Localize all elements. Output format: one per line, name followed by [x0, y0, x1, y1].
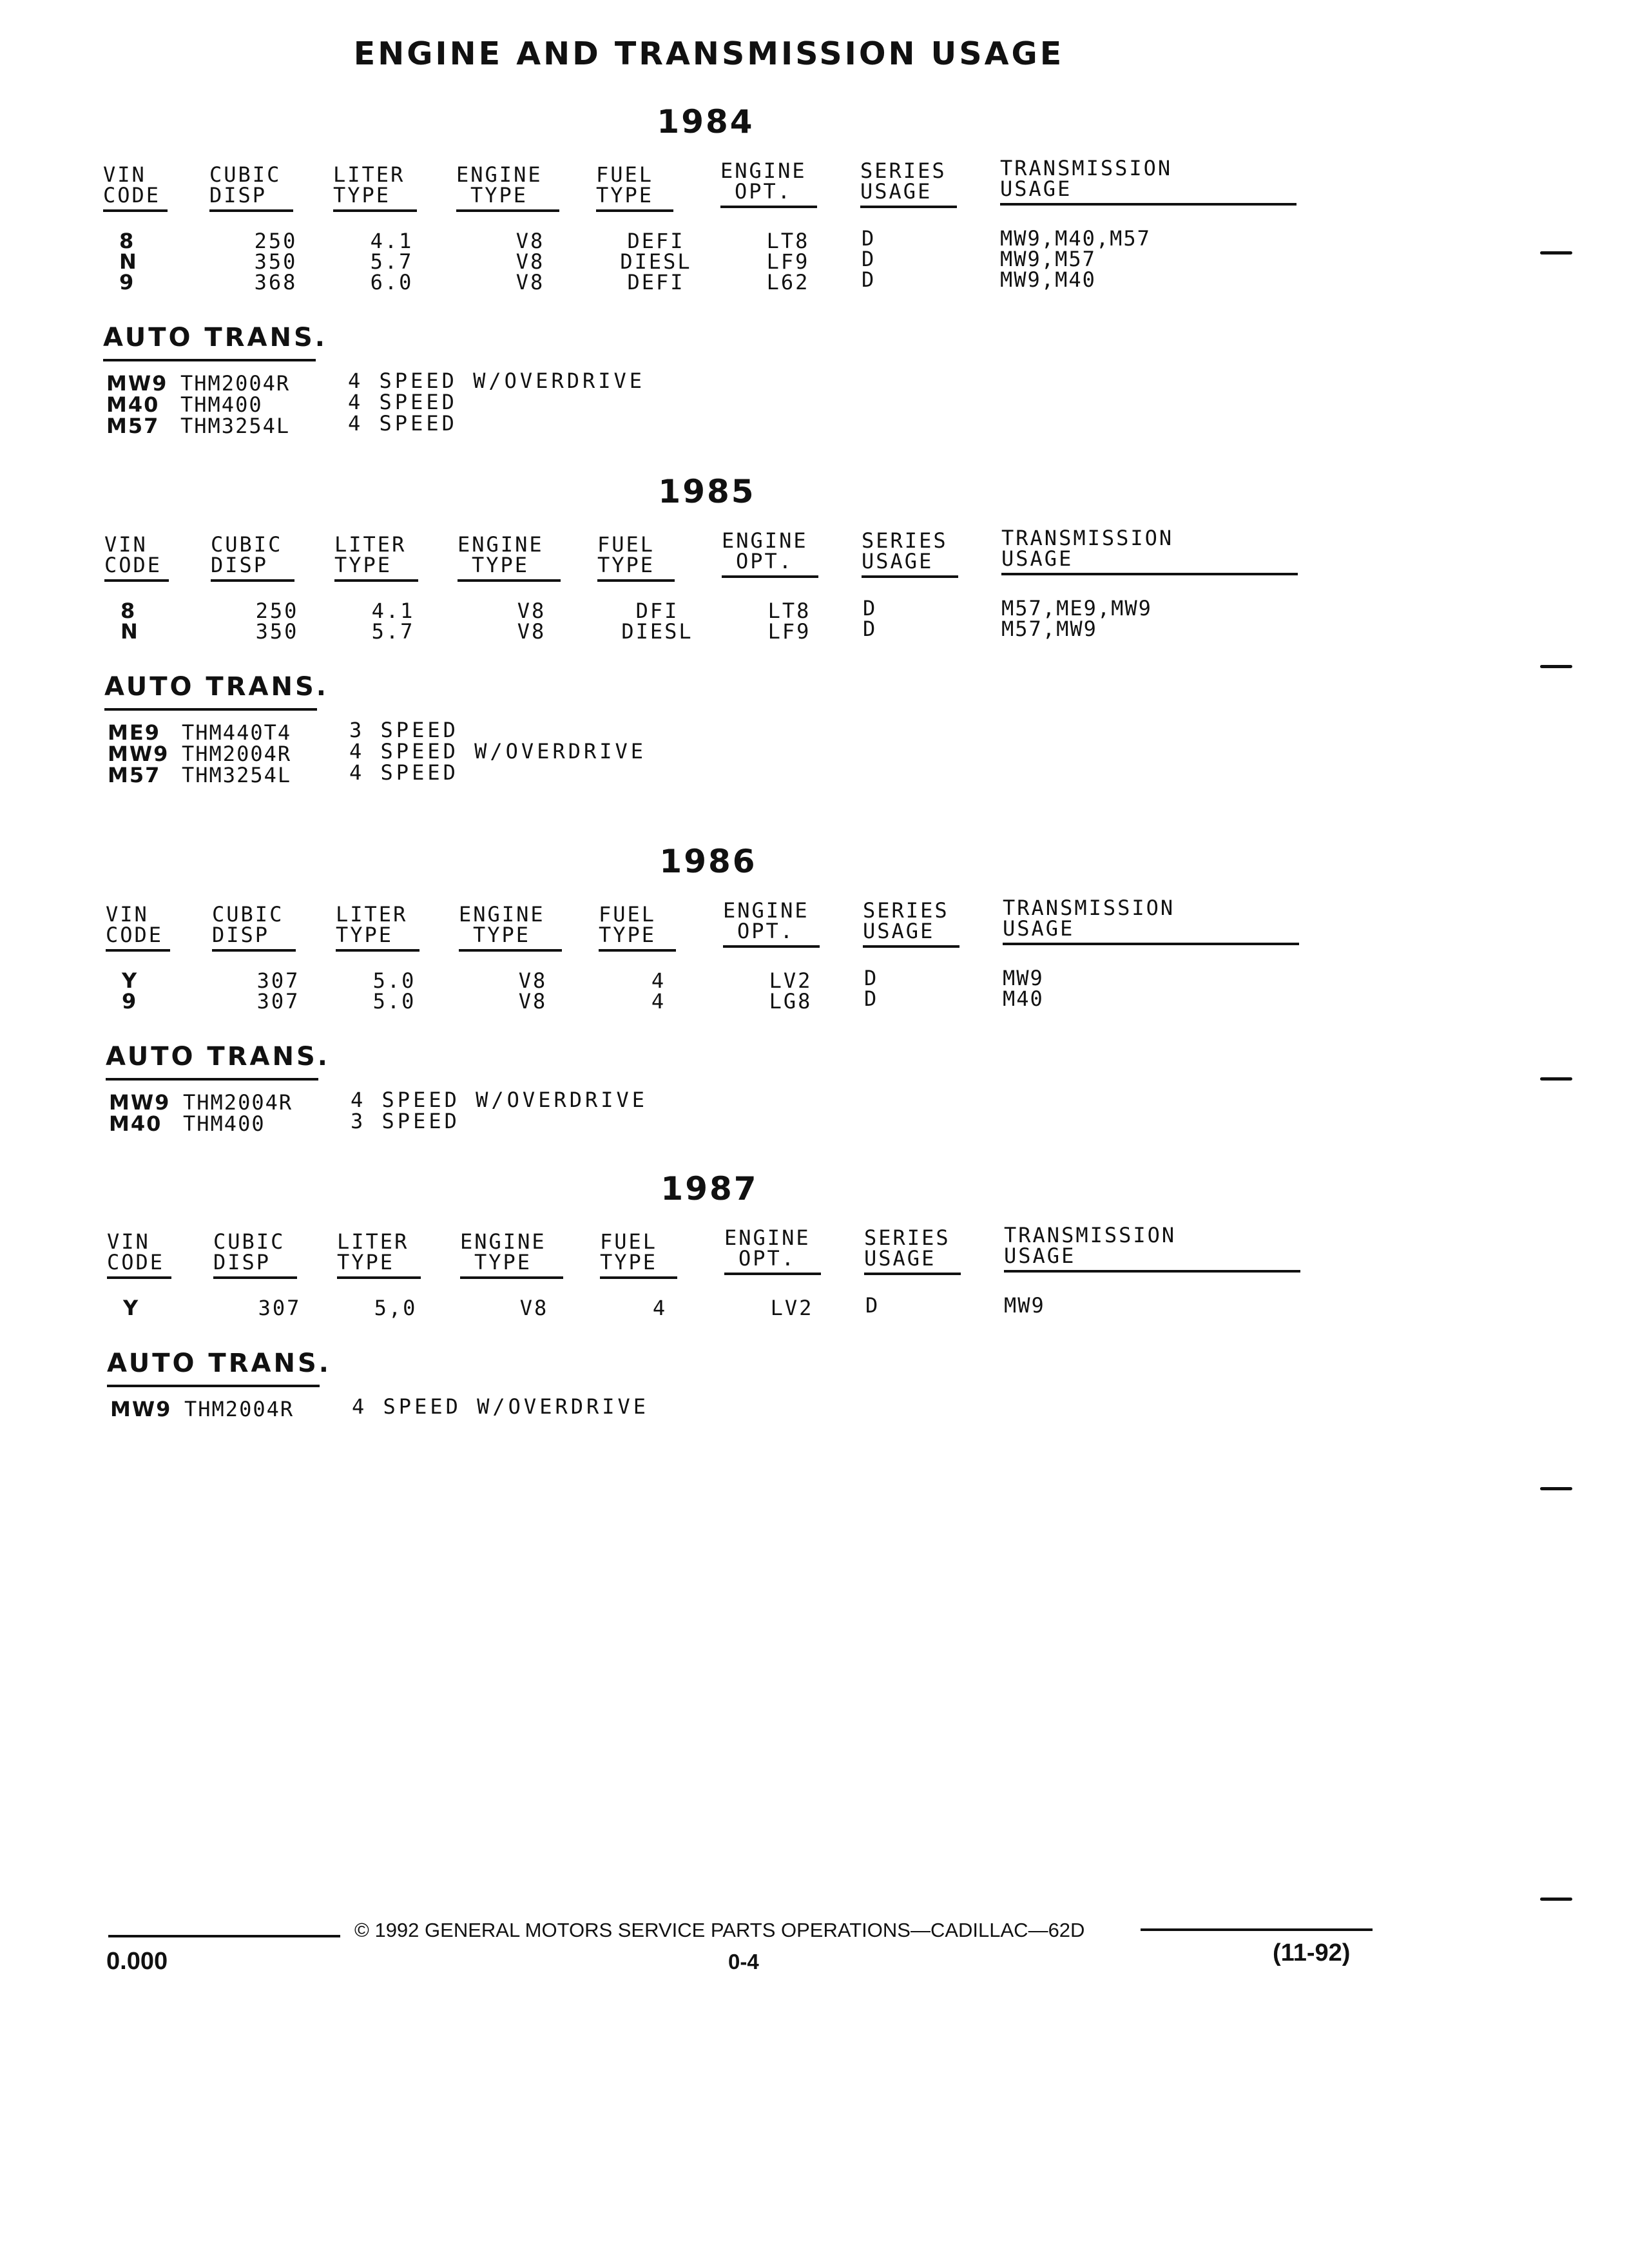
- auto-trans-underline: [107, 1385, 320, 1387]
- margin-mark: [1540, 1077, 1572, 1081]
- table-cell: D: [864, 966, 879, 990]
- column-header: [459, 904, 545, 945]
- table-cell: V8: [517, 619, 546, 644]
- column-header: [106, 904, 163, 945]
- table-cell: V8: [516, 229, 545, 253]
- column-header: [1000, 158, 1172, 199]
- column-header-underline: [723, 945, 820, 948]
- column-header-underline: [720, 206, 817, 208]
- table-cell: 5.0: [372, 968, 416, 993]
- auto-trans-description: 4 SPEED: [348, 390, 458, 414]
- column-header-underline: [104, 579, 169, 582]
- table-cell: 4: [651, 989, 666, 1014]
- column-header: [209, 164, 281, 206]
- section-year-heading: 1984: [657, 103, 755, 140]
- auto-trans-model: THM400: [183, 1111, 265, 1136]
- column-header-top: FUEL: [597, 532, 655, 557]
- table-cell: 307: [258, 1296, 302, 1320]
- column-header-bottom: CODE: [104, 553, 162, 577]
- column-header-bottom: USAGE: [860, 179, 932, 204]
- auto-trans-heading: AUTO TRANS.: [107, 1349, 331, 1378]
- table-cell: M57,MW9: [1001, 617, 1097, 641]
- column-header: [458, 534, 544, 575]
- column-header-bottom: OPT.: [738, 1246, 796, 1271]
- column-header-top: SERIES: [862, 528, 948, 553]
- auto-trans-model: THM3254L: [180, 414, 291, 438]
- column-header-underline: [458, 579, 561, 582]
- section-year-heading: 1987: [660, 1170, 758, 1207]
- table-cell: D: [863, 596, 878, 620]
- table-cell: 4.1: [371, 599, 415, 623]
- table-cell: V8: [517, 599, 546, 623]
- column-header-top: ENGINE: [458, 532, 544, 557]
- auto-trans-model: THM2004R: [183, 1090, 293, 1115]
- column-header-top: ENGINE: [459, 902, 545, 927]
- table-cell: 6.0: [370, 270, 414, 294]
- auto-trans-model: THM2004R: [182, 742, 292, 766]
- column-header: [722, 530, 808, 572]
- table-cell: LF9: [767, 619, 811, 644]
- auto-trans-code: MW9: [108, 742, 169, 766]
- page-title: ENGINE AND TRANSMISSION USAGE: [353, 35, 1065, 72]
- margin-mark: [1540, 1487, 1572, 1490]
- column-header-bottom: TYPE: [333, 183, 391, 207]
- column-header-bottom: TYPE: [334, 553, 392, 577]
- column-header: [597, 534, 655, 575]
- column-header: [1004, 1225, 1176, 1266]
- column-header: [600, 1231, 657, 1273]
- section-year-heading: 1986: [659, 843, 757, 880]
- column-header-top: LITER: [337, 1229, 409, 1254]
- column-header-top: TRANSMISSION: [1000, 156, 1173, 180]
- table-cell: LT8: [766, 229, 810, 253]
- column-header: [720, 160, 807, 202]
- table-cell: 8: [119, 229, 136, 253]
- column-header-top: FUEL: [599, 902, 657, 927]
- column-header-underline: [213, 1276, 297, 1279]
- column-header-underline: [460, 1276, 563, 1279]
- column-header-top: VIN: [107, 1229, 150, 1254]
- table-cell: LT8: [767, 599, 811, 623]
- auto-trans-code: M57: [108, 763, 161, 787]
- column-header-underline: [860, 206, 957, 208]
- column-header-underline: [456, 209, 559, 212]
- table-cell: 307: [256, 968, 300, 993]
- table-cell: 9: [119, 270, 136, 294]
- column-header-bottom: TYPE: [337, 1250, 395, 1274]
- table-cell: 5.7: [371, 619, 415, 644]
- margin-mark: [1540, 665, 1572, 668]
- auto-trans-description: 4 SPEED W/OVERDRIVE: [349, 739, 647, 764]
- table-cell: 4.1: [370, 229, 414, 253]
- auto-trans-description: 4 SPEED W/OVERDRIVE: [352, 1394, 650, 1419]
- column-header: [336, 904, 407, 945]
- auto-trans-heading: AUTO TRANS.: [103, 323, 327, 352]
- table-cell: LV2: [769, 968, 813, 993]
- table-cell: 350: [254, 249, 298, 274]
- table-cell: MW9: [1003, 966, 1044, 990]
- auto-trans-code: MW9: [109, 1090, 171, 1115]
- table-cell: 4: [652, 1296, 668, 1320]
- table-cell: 350: [255, 619, 299, 644]
- column-header-bottom: OPT.: [737, 919, 795, 943]
- column-header-top: VIN: [106, 902, 149, 927]
- footer-date-code: (11-92): [1273, 1939, 1351, 1966]
- column-header-top: VIN: [103, 162, 146, 187]
- column-header-bottom: TYPE: [470, 183, 528, 207]
- table-cell: D: [862, 267, 876, 292]
- column-header-underline: [724, 1273, 821, 1275]
- auto-trans-model: THM2004R: [180, 371, 291, 396]
- column-header-top: LITER: [333, 162, 405, 187]
- table-cell: D: [863, 617, 878, 641]
- column-header-top: TRANSMISSION: [1003, 896, 1175, 920]
- table-cell: V8: [518, 968, 548, 993]
- auto-trans-description: 3 SPEED: [351, 1109, 460, 1133]
- auto-trans-model: THM400: [180, 392, 263, 417]
- column-header: [599, 904, 656, 945]
- auto-trans-model: THM2004R: [184, 1397, 294, 1421]
- auto-trans-model: THM3254L: [182, 763, 292, 787]
- column-header: [107, 1231, 164, 1273]
- table-cell: 368: [254, 270, 298, 294]
- column-header-top: ENGINE: [723, 898, 809, 923]
- column-header-underline: [459, 949, 562, 952]
- footer-left-number: 0.000: [106, 1948, 168, 1975]
- column-header-bottom: TYPE: [597, 553, 655, 577]
- column-header-bottom: DISP: [213, 1250, 271, 1274]
- column-header-bottom: USAGE: [1004, 1244, 1076, 1268]
- auto-trans-model: THM440T4: [182, 720, 292, 745]
- column-header-bottom: CODE: [106, 923, 164, 947]
- column-header-bottom: DISP: [209, 183, 267, 207]
- auto-trans-code: MW9: [110, 1397, 172, 1421]
- table-cell: Y: [122, 968, 139, 993]
- table-cell: V8: [518, 989, 548, 1014]
- column-header-underline: [107, 1276, 171, 1279]
- column-header-bottom: USAGE: [1003, 916, 1075, 941]
- table-cell: D: [865, 1293, 880, 1318]
- column-header-top: SERIES: [860, 159, 947, 183]
- column-header-underline: [337, 1276, 421, 1279]
- table-cell: D: [862, 226, 876, 251]
- auto-trans-underline: [103, 359, 316, 361]
- column-header: [863, 900, 949, 941]
- column-header-underline: [597, 579, 675, 582]
- table-cell: 9: [122, 989, 139, 1014]
- column-header-top: LITER: [336, 902, 408, 927]
- table-cell: LG8: [769, 989, 813, 1014]
- table-cell: MW9,M40,M57: [1000, 226, 1151, 251]
- table-cell: 5.0: [372, 989, 416, 1014]
- column-header: [213, 1231, 285, 1273]
- column-header: [596, 164, 653, 206]
- auto-trans-description: 4 SPEED: [348, 411, 458, 436]
- column-header-bottom: USAGE: [862, 549, 934, 573]
- auto-trans-description: 3 SPEED: [349, 718, 459, 742]
- column-header-bottom: TYPE: [474, 1250, 532, 1274]
- column-header-underline: [864, 1273, 961, 1275]
- column-header-top: FUEL: [600, 1229, 658, 1254]
- table-cell: DEFI: [627, 270, 685, 294]
- column-header-top: VIN: [104, 532, 148, 557]
- column-header: [862, 530, 948, 572]
- column-header: [723, 900, 809, 941]
- column-header-bottom: CODE: [107, 1250, 165, 1274]
- footer-copyright: © 1992 GENERAL MOTORS SERVICE PARTS OPERATIONS—CADILLAC—62D: [354, 1919, 1085, 1941]
- table-cell: N: [120, 619, 140, 644]
- table-cell: MW9: [1004, 1293, 1045, 1318]
- auto-trans-code: MW9: [106, 371, 168, 396]
- auto-trans-heading: AUTO TRANS.: [104, 672, 329, 702]
- column-header: [334, 534, 406, 575]
- column-header-bottom: DISP: [211, 553, 269, 577]
- table-cell: MW9,M57: [1000, 247, 1096, 271]
- column-header-underline: [333, 209, 417, 212]
- table-cell: V8: [516, 249, 545, 274]
- table-cell: Y: [123, 1296, 140, 1320]
- column-header-bottom: DISP: [212, 923, 270, 947]
- auto-trans-description: 4 SPEED W/OVERDRIVE: [348, 369, 646, 393]
- column-header-underline: [722, 575, 818, 578]
- footer-rule-right: [1141, 1928, 1373, 1931]
- column-header: [212, 904, 284, 945]
- column-header-underline: [1001, 573, 1298, 575]
- table-cell: L62: [766, 270, 810, 294]
- table-cell: 5,0: [374, 1296, 418, 1320]
- footer-rule-left: [108, 1935, 340, 1937]
- column-header: [333, 164, 405, 206]
- column-header-underline: [211, 579, 294, 582]
- table-cell: 250: [255, 599, 299, 623]
- column-header-bottom: OPT.: [735, 179, 793, 204]
- column-header-bottom: USAGE: [1001, 546, 1074, 571]
- auto-trans-description: 4 SPEED W/OVERDRIVE: [351, 1088, 648, 1112]
- column-header-top: CUBIC: [213, 1229, 285, 1254]
- column-header-top: LITER: [334, 532, 407, 557]
- column-header-top: ENGINE: [722, 528, 808, 553]
- table-cell: M57,ME9,MW9: [1001, 596, 1152, 620]
- auto-trans-underline: [106, 1078, 318, 1081]
- column-header-underline: [106, 949, 170, 952]
- column-header-top: SERIES: [863, 898, 949, 923]
- section-year-heading: 1985: [658, 473, 756, 510]
- column-header-top: CUBIC: [209, 162, 282, 187]
- column-header: [1001, 528, 1173, 569]
- column-header-underline: [103, 209, 168, 212]
- column-header: [103, 164, 160, 206]
- column-header-top: CUBIC: [212, 902, 284, 927]
- column-header-underline: [212, 949, 296, 952]
- column-header: [211, 534, 282, 575]
- table-cell: DEFI: [627, 229, 685, 253]
- column-header-underline: [334, 579, 418, 582]
- column-header: [456, 164, 543, 206]
- column-header-bottom: CODE: [103, 183, 161, 207]
- table-cell: DIESL: [621, 619, 693, 644]
- column-header-top: TRANSMISSION: [1004, 1223, 1177, 1247]
- table-cell: DIESL: [620, 249, 692, 274]
- column-header: [460, 1231, 546, 1273]
- column-header: [860, 160, 947, 202]
- column-header-top: ENGINE: [720, 159, 807, 183]
- column-header-bottom: TYPE: [600, 1250, 658, 1274]
- column-header-underline: [209, 209, 293, 212]
- column-header-bottom: OPT.: [736, 549, 794, 573]
- column-header-bottom: USAGE: [1000, 177, 1072, 201]
- column-header-bottom: TYPE: [599, 923, 657, 947]
- table-cell: 250: [254, 229, 298, 253]
- margin-mark: [1540, 1898, 1572, 1901]
- column-header-underline: [596, 209, 673, 212]
- column-header-underline: [600, 1276, 677, 1279]
- column-header-bottom: USAGE: [864, 1246, 936, 1271]
- column-header-top: TRANSMISSION: [1001, 526, 1174, 550]
- table-cell: LV2: [770, 1296, 814, 1320]
- page-number: 0-4: [728, 1950, 759, 1974]
- column-header-underline: [863, 945, 959, 948]
- auto-trans-code: M40: [106, 392, 160, 417]
- auto-trans-description: 4 SPEED: [349, 760, 459, 785]
- table-cell: LF9: [766, 249, 810, 274]
- table-cell: MW9,M40: [1000, 267, 1096, 292]
- column-header: [864, 1227, 950, 1269]
- column-header-top: ENGINE: [456, 162, 543, 187]
- column-header: [724, 1227, 811, 1269]
- column-header-top: SERIES: [864, 1225, 950, 1250]
- table-cell: V8: [519, 1296, 549, 1320]
- column-header-underline: [1003, 943, 1299, 945]
- auto-trans-underline: [104, 708, 317, 711]
- column-header-bottom: TYPE: [473, 923, 531, 947]
- auto-trans-code: M57: [106, 414, 160, 438]
- table-cell: 4: [651, 968, 666, 993]
- auto-trans-code: ME9: [108, 720, 160, 745]
- column-header-underline: [1004, 1270, 1300, 1273]
- column-header: [337, 1231, 409, 1273]
- table-cell: 307: [256, 989, 300, 1014]
- margin-mark: [1540, 251, 1572, 255]
- column-header: [104, 534, 162, 575]
- table-cell: DFI: [635, 599, 679, 623]
- table-cell: D: [864, 986, 879, 1011]
- table-cell: V8: [516, 270, 545, 294]
- column-header-underline: [862, 575, 958, 578]
- table-cell: 5.7: [370, 249, 414, 274]
- column-header-bottom: TYPE: [472, 553, 530, 577]
- column-header-underline: [336, 949, 419, 952]
- column-header-top: ENGINE: [460, 1229, 546, 1254]
- column-header-bottom: TYPE: [336, 923, 394, 947]
- auto-trans-heading: AUTO TRANS.: [106, 1042, 330, 1072]
- table-cell: D: [862, 247, 876, 271]
- auto-trans-code: M40: [109, 1111, 162, 1136]
- column-header: [1003, 898, 1175, 939]
- column-header-underline: [599, 949, 676, 952]
- column-header-top: ENGINE: [724, 1225, 811, 1250]
- table-cell: 8: [120, 599, 137, 623]
- column-header-underline: [1000, 203, 1296, 206]
- table-cell: M40: [1003, 986, 1044, 1011]
- column-header-top: CUBIC: [211, 532, 283, 557]
- column-header-bottom: TYPE: [596, 183, 654, 207]
- column-header-top: FUEL: [596, 162, 654, 187]
- table-cell: N: [119, 249, 139, 274]
- column-header-bottom: USAGE: [863, 919, 935, 943]
